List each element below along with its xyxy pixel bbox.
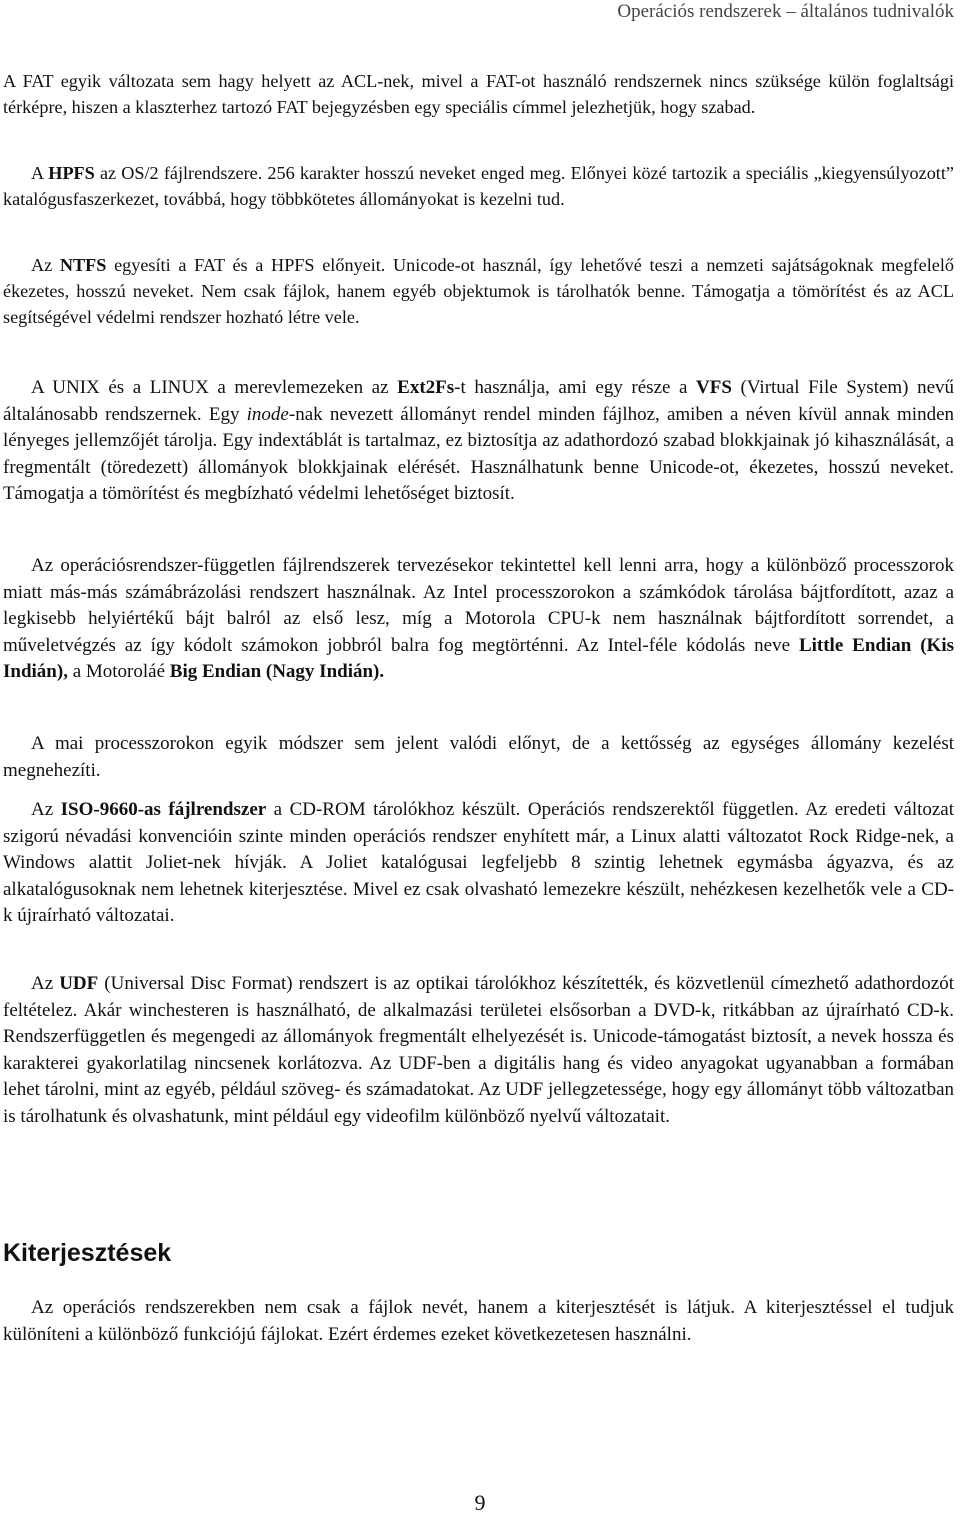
term-inode: inode: [246, 403, 289, 425]
term-iso9660: ISO-9660-as fájlrendszer: [60, 799, 267, 820]
term-hpfs: HPFS: [48, 163, 95, 183]
paragraph-ext2: A UNIX és a LINUX a merevlemezeken az Ext2Fs-t használja, ami egy része a VFS (Virtual File System) nevű általánosabb rendszernek. Egy inode-nak nevezett állományt rendel minden fájlhoz, amiben a néven kívül annak minden lényeges jellemzőjét tárolja. Egy indextáblát is tartalmaz, ez biztosítja az adathordozó szabad blokkjainak jó kihasználását, a fregmentált (töredezett) állományok blokkjainak elérését. Használhatunk benne Unicode-ot, ékezetes, hosszú neveket. Támogatja a tömörítést és megbízható védelmi lehetőséget biztosít.: [3, 377, 955, 504]
paragraph-endian: Az operációsrendszer-független fájlrendszerek tervezésekor tekintettel kell lenni arra, hogy a különböző processzorok miatt más-más számábrázolási rendszert használnak. Az Intel processzorokon a számkódok tárolása bájtfordított, azaz a legkisebb helyiértékű bájt balról az első lesz, míg a Motorola CPU-k nem használnak bájtfordított sorrendet, a műveletvégzés az így kódolt számokon jobbról balra fog megtörténni. Az Intel-féle kódolás neve Little Endian (Kis Indián), a Motoroláé Big Endian (Nagy Indián).: [3, 555, 955, 682]
paragraph-udf: Az UDF (Universal Disc Format) rendszert is az optikai tárolókhoz készítették, és közvetlenül címezhető adathordozót feltételez. Akár winchesteren is használható, de alkalmazási területei elsősorban a DVD-k, ritkábban az újraírható CD-k. Rendszerfüggetlen és megengedi az állományok fregmentált elhelyezését is. Unicode-támogatást biztosít, a nevek hossza és karakterei gyakorlatilag nincsenek korlátozva. Az UDF-ben a digitális hang és video anyagokat ugyanabban a formában lehet tárolni, mint az egyéb, például szöveg- és számadatokat. Az UDF jellegzetessége, hogy egy állományt több változatban is tárolhatunk és olvashatunk, mint például egy videofilm különböző nyelvű változatait.: [3, 973, 954, 1127]
paragraph-iso: Az ISO-9660-as fájlrendszer a CD-ROM tárolókhoz készült. Operációs rendszerektől független. Az eredeti változat szigorú névadási konvencióin szinte minden operációs rendszer enyhített már, a Linux alatti változatot Rock Ridge-nek, a Windows alattit Joliet-nek hívják. A Joliet katalógusai legfeljebb 8 szintig lehetnek egymásba ágyazva, és az alkatalógusoknak nem lehetnek kiterjesztése. Mivel ez csak olvasható lemezekre készült, nehézkesen kezelhetők vele a CD-k újraírható változatai.: [3, 799, 955, 926]
term-little-endian: Little Endian (Kis Indián),: [3, 634, 955, 682]
term-ntfs: NTFS: [59, 255, 107, 275]
page-number: 9: [474, 1490, 486, 1515]
term-udf: UDF: [59, 973, 99, 994]
term-big-endian: Big Endian (Nagy Indián).: [169, 661, 385, 682]
paragraph-hpfs: A HPFS az OS/2 fájlrendszere. 256 karakter hosszú neveket enged meg. Előnyei közé tartozik a speciális „kiegyensúlyozott” katalógusfaszerkezet, továbbá, hogy többkötetes állományokat is kezelni tud.: [3, 163, 954, 209]
section-heading: Kiterjesztések: [3, 1239, 172, 1267]
paragraph-extensions: Az operációs rendszerekben nem csak a fájlok nevét, hanem a kiterjesztését is látjuk. A kiterjesztéssel el tudjuk különíteni a különböző funkciójú fájlokat. Ezért érdemes ezeket következetesen használni.: [3, 1297, 954, 1345]
term-ext2fs: Ext2Fs: [397, 377, 455, 398]
paragraph-ntfs: Az NTFS egyesíti a FAT és a HPFS előnyeit. Unicode-ot használ, így lehetővé teszi a nemzeti sajátságoknak megfelelő ékezetes, hosszú neveket. Nem csak fájlok, hanem egyéb objektumok is tárolhatók benne. Támogatja a tömörítést és az ACL segítségével védelmi rendszer hozható létre vele.: [3, 255, 954, 327]
paragraph-modern: A mai processzorokon egyik módszer sem jelent valódi előnyt, de a kettősség az egységes állomány kezelést megnehezíti.: [3, 733, 954, 781]
running-header: Operációs rendszerek – általános tudnivalók: [617, 1, 954, 22]
paragraph-fat: A FAT egyik változata sem hagy helyett az ACL-nek, mivel a FAT-ot használó rendszernek nincs szüksége külön foglaltsági térképre, hiszen a klaszterhez tartozó FAT bejegyzésben egy speciális címmel jelezhetjük, hogy szabad.: [3, 71, 954, 117]
term-vfs: VFS: [696, 377, 732, 398]
